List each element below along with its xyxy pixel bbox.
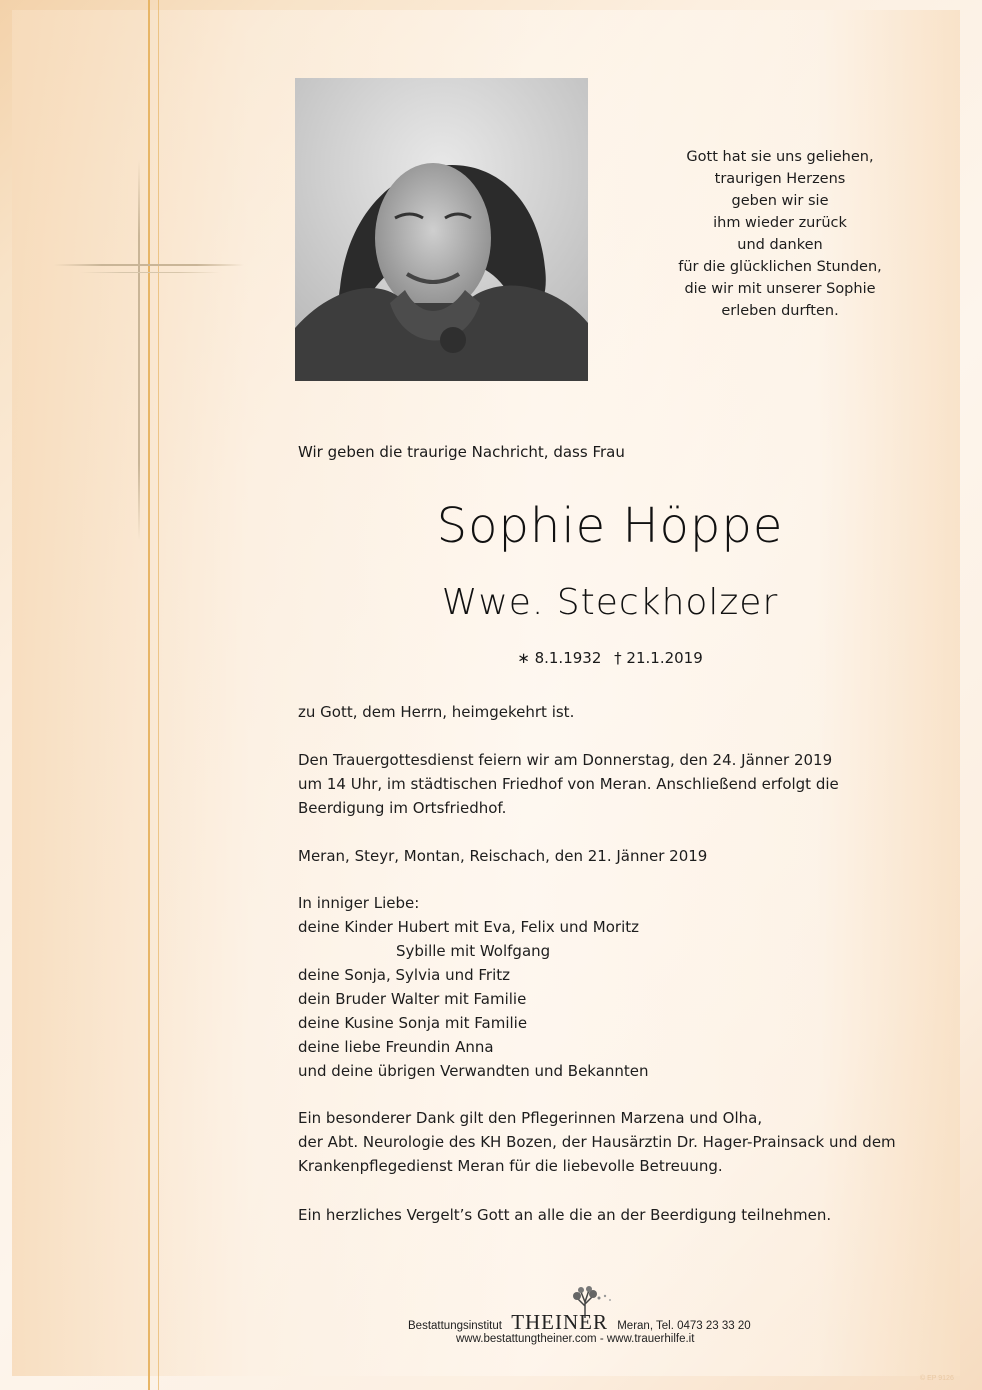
footer-websites: www.bestattungtheiner.com - www.trauerhilfe.it: [456, 1333, 695, 1345]
quote-line: für die glücklichen Stunden,: [678, 259, 882, 275]
thanks-text: [298, 1106, 918, 1178]
mourner-line: dein Bruder Walter mit Familie: [298, 990, 527, 1008]
mourners-intro: In inniger Liebe:: [298, 894, 420, 912]
closing-text: Ein herzliches Vergelt’s Gott an alle die an der Beerdigung teilnehmen.: [298, 1206, 832, 1224]
birth-date: ∗ 8.1.1932: [517, 649, 602, 667]
mourner-line: deine Kinder Hubert mit Eva, Felix und Moritz: [298, 918, 640, 936]
mourner-line: deine liebe Freundin Anna: [298, 1038, 494, 1056]
gold-vertical-line-2: [158, 0, 159, 1390]
cross-horizontal-shadow: [80, 272, 220, 273]
quote-line: geben wir sie: [731, 193, 829, 209]
deceased-name: Sophie Höppe: [436, 498, 784, 554]
thanks-line: Ein besonderer Dank gilt den Pflegerinnen Marzena und Olha,: [298, 1109, 763, 1127]
memorial-quote: [640, 146, 920, 322]
mourner-line: und deine übrigen Verwandten und Bekannten: [298, 1062, 649, 1080]
thanks-line: der Abt. Neurologie des KH Bozen, der Hausärztin Dr. Hager-Prainsack und dem: [298, 1133, 896, 1151]
gold-vertical-line-1: [148, 0, 150, 1390]
mourner-line: Sybille mit Wolfgang: [396, 942, 551, 960]
mourner-line: deine Kusine Sonja mit Familie: [298, 1014, 528, 1032]
cross-horizontal: [54, 264, 244, 266]
quote-line: die wir mit unserer Sophie: [684, 281, 876, 297]
print-code: © EP 9126: [920, 1375, 954, 1382]
quote-line: und danken: [737, 237, 823, 253]
service-line: Beerdigung im Ortsfriedhof.: [298, 799, 507, 817]
quote-line: ihm wieder zurück: [713, 215, 847, 231]
mourners-list: [298, 891, 918, 1083]
thanks-line: Krankenpflegedienst Meran für die liebevolle Betreuung.: [298, 1157, 723, 1175]
place-date: Meran, Steyr, Montan, Reischach, den 21. Jänner 2019: [298, 847, 708, 865]
deceased-widow-name: Wwe. Steckholzer: [441, 582, 779, 623]
quote-line: Gott hat sie uns geliehen,: [686, 149, 874, 165]
service-info: [298, 748, 918, 820]
funeral-home-brand: THEINER: [511, 1310, 609, 1334]
quote-line: traurigen Herzens: [714, 171, 846, 187]
footer-prefix: Bestattungsinstitut: [408, 1320, 502, 1332]
footer-contact: Meran, Tel. 0473 23 33 20: [617, 1320, 751, 1332]
mourner-line: deine Sonja, Sylvia und Fritz: [298, 966, 511, 984]
death-date: † 21.1.2019: [614, 649, 703, 667]
returned-text: zu Gott, dem Herrn, heimgekehrt ist.: [298, 703, 575, 721]
quote-line: erleben durften.: [721, 303, 839, 319]
cross-vertical: [138, 160, 140, 540]
service-line: um 14 Uhr, im städtischen Friedhof von Meran. Anschließend erfolgt die: [298, 775, 839, 793]
portrait-photo: [295, 78, 588, 381]
intro-text: Wir geben die traurige Nachricht, dass Frau: [298, 443, 625, 461]
footer-line: [408, 1310, 751, 1335]
life-dates: [280, 649, 940, 667]
service-line: Den Trauergottesdienst feiern wir am Donnerstag, den 24. Jänner 2019: [298, 751, 833, 769]
